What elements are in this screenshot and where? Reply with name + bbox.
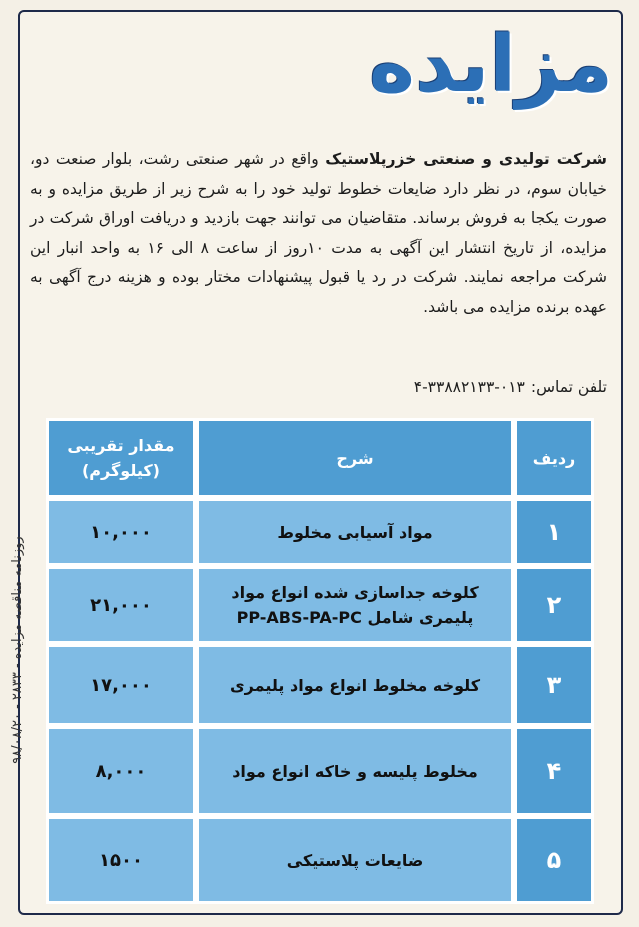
header-quantity: مقدار تقریبی (کیلوگرم) [46, 418, 196, 498]
row-description: کلوخه جداسازی شده انواع مواد پلیمری شامل PP-ABS-PA-PC [196, 566, 514, 644]
row-description: ضایعات پلاستیکی [196, 816, 514, 904]
ad-description: واقع در شهر صنعتی رشت، بلوار صنعت دو، خیابان سوم، در نظر دارد ضایعات خطوط تولید خود را به شرح زیر از طریق مزایده و به صورت یکجا به فروش برساند. متقاضیان می توانند جهت بازدید و دریافت اوراق شرکت در مزایده، از تاریخ انتشار این آگهی به مدت ۱۰روز از ساعت ۸ الی ۱۶ به واحد انبار این شرکت مراجعه نمایند. شرکت در رد یا قبول پیشنهادات مختار بوده و هزینه درج آگهی به عهده برنده مزایده می باشد. [30, 150, 607, 316]
row-description: مخلوط پلیسه و خاکه انواع مواد [196, 726, 514, 816]
newspaper-side-label: روزنامه مناقصه مزایده - ۲۸۳۳ - ۹۸/۰۸/۲۰ [10, 536, 25, 764]
row-description: مواد آسیابی مخلوط [196, 498, 514, 566]
row-number: ۴ [514, 726, 594, 816]
row-number: ۲ [514, 566, 594, 644]
phone-number: ۴-۳۳۸۸۲۱۳۳-۰۱۳ [413, 378, 525, 396]
items-table [46, 418, 594, 904]
ad-title: مزایده [369, 20, 613, 110]
ad-body [30, 145, 607, 322]
row-quantity: ۲۱,۰۰۰ [46, 566, 196, 644]
row-number: ۳ [514, 644, 594, 726]
company-name: شرکت تولیدی و صنعتی خزرپلاستیک [325, 150, 607, 168]
row-quantity: ۱۵۰۰ [46, 816, 196, 904]
row-description: کلوخه مخلوط انواع مواد پلیمری [196, 644, 514, 726]
contact-phone [414, 378, 607, 396]
row-number: ۱ [514, 498, 594, 566]
row-quantity: ۱۰,۰۰۰ [46, 498, 196, 566]
phone-label: تلفن تماس: [530, 378, 607, 396]
row-number: ۵ [514, 816, 594, 904]
header-description: شرح [196, 418, 514, 498]
row-quantity: ۱۷,۰۰۰ [46, 644, 196, 726]
header-row-number: ردیف [514, 418, 594, 498]
row-quantity: ۸,۰۰۰ [46, 726, 196, 816]
